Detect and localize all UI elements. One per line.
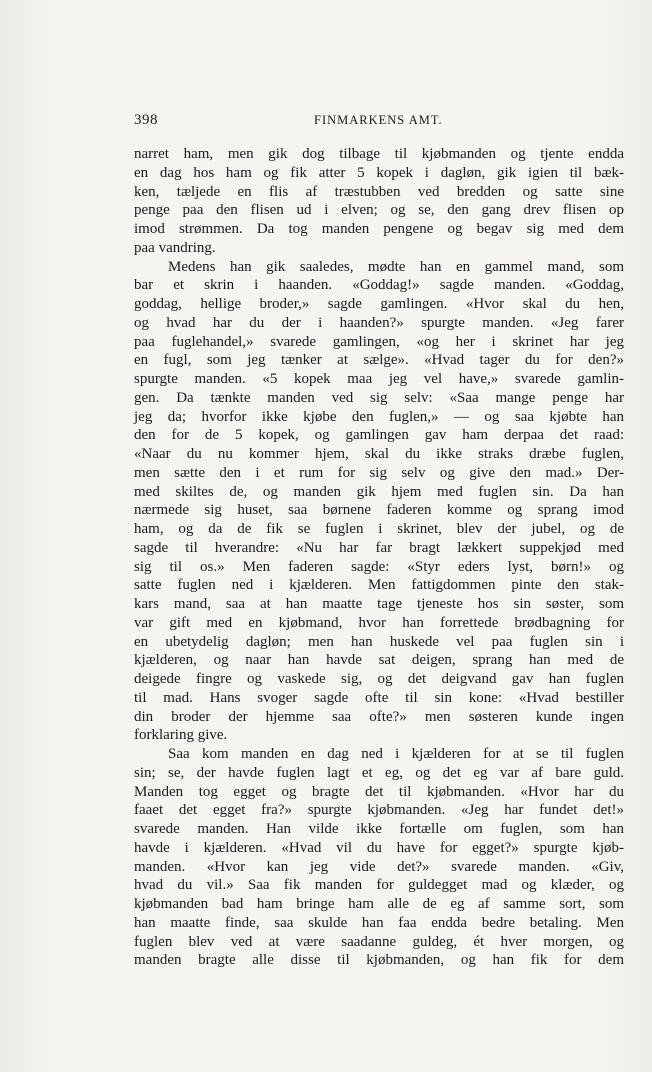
text-line: Saa kom manden en dag ned i kjælderen for at se til fuglen bbox=[168, 746, 624, 762]
text-line: sagde til hverandre: «Nu har far bragt lækkert suppekjød med bbox=[134, 539, 624, 556]
text-line: kjælderen, og naar han havde sat deigen, sprang han med de bbox=[134, 652, 624, 669]
text-line: paa vandring. bbox=[134, 239, 216, 256]
text-line: jeg da; hvorfor ikke kjøbe den fuglen,» — og saa kjøbte han bbox=[134, 408, 624, 425]
text-line: og hvad har du der i haanden?» spurgte manden. «Jeg farer bbox=[134, 314, 624, 331]
running-head: FINMARKENS AMT. bbox=[314, 113, 443, 127]
text-line: «Naar du nu kommer hjem, skal du ikke straks dræbe fuglen, bbox=[134, 446, 624, 462]
text-line: spurgte manden. «5 kopek maa jeg vel have,» svarede gamlin- bbox=[134, 371, 624, 387]
text-line: narret ham, men gik dog tilbage til kjøbmanden og tjente endda bbox=[134, 146, 624, 162]
text-line: var gift med en kjøbmand, hvor han forrettede brødbagning for bbox=[134, 614, 624, 631]
text-line: Medens han gik saaledes, mødte han en gammel mand, som bbox=[168, 258, 624, 275]
text-line: til mad. Hans svoger sagde ofte til sin kone: «Hvad bestiller bbox=[134, 689, 624, 706]
text-line: den for de 5 kopek, og gamlingen gav ham derpaa det raad: bbox=[134, 427, 624, 444]
text-line: goddag, hellige broder,» sagde gamlingen. «Hvor skal du hen, bbox=[134, 296, 624, 312]
text-line: en fugl, som jeg tænker at sælge». «Hvad tager du for den?» bbox=[134, 352, 624, 369]
text-line: en dag hos ham og fik atter 5 kopek i dagløn, gik igien til bæk- bbox=[134, 164, 624, 181]
text-line: fuglen blev ved at være saadanne guldeg, ét hver morgen, og bbox=[134, 933, 624, 950]
text-line: svarede manden. Han vilde ikke fortælle om fuglen, som han bbox=[134, 821, 624, 837]
page-header bbox=[134, 112, 624, 132]
text-line: Manden tog egget og bragte det til kjøbmanden. «Hvor har du bbox=[134, 783, 624, 800]
text-line: kjøbmanden bad ham bringe ham alle de eg af samme sort, som bbox=[134, 896, 624, 912]
text-line: satte fuglen ned i kjælderen. Men fattigdommen pinte den stak- bbox=[134, 577, 624, 594]
text-line: kars mand, saa at han maatte tage tjeneste hos sin søster, som bbox=[134, 596, 624, 612]
text-line: nærmede sig huset, saa børnene faderen komme og sprang imod bbox=[134, 502, 624, 519]
text-line: hvad du vil.» Saa fik manden for guldegget mad og klæder, og bbox=[134, 877, 624, 894]
text-line: din broder der hjemme saa ofte?» men søsteren kunde ingen bbox=[134, 708, 624, 725]
text-line: en ubetydelig dagløn; men han huskede vel paa fuglen sin i bbox=[134, 633, 624, 650]
text-line: manden. «Hvor kan jeg vide det?» svarede manden. «Giv, bbox=[134, 858, 624, 875]
text-line: han maatte finde, saa skulde han faa endda bedre betaling. Men bbox=[134, 914, 624, 931]
text-line: men sætte den i et rum for sig selv og give den mad.» Der- bbox=[134, 464, 624, 481]
text-line: imod strømmen. Da tog manden pengene og begav sig med dem bbox=[134, 221, 624, 237]
text-line: faaet det egget fra?» spurgte kjøbmanden. «Jeg har fundet det!» bbox=[134, 802, 624, 819]
text-line: forklaring give. bbox=[134, 727, 228, 744]
text-line: sin; se, der havde fuglen lagt et eg, og det eg var af bare guld. bbox=[134, 764, 624, 781]
text-line: havde i kjælderen. «Hvad vil du have for egget?» spurgte kjøb- bbox=[134, 839, 624, 856]
text-line: bar et skrin i haanden. «Goddag!» sagde manden. «Goddag, bbox=[134, 277, 624, 294]
text-line: deigede fingre og vaskede sig, og det deigvand gav han fuglen bbox=[134, 671, 624, 687]
body-text bbox=[134, 145, 624, 970]
text-line: penge paa den flisen ud i elven; og se, den gang drev flisen op bbox=[134, 202, 624, 219]
text-line: manden bragte alle disse til kjøbmanden, og han fik for dem bbox=[134, 952, 624, 969]
text-line: gen. Da tænkte manden ved sig selv: «Saa mange penge har bbox=[134, 389, 624, 406]
text-line: paa fuglehandel,» svarede gamlingen, «og her i skrinet har jeg bbox=[134, 333, 624, 350]
text-line: sig til os.» Men faderen sagde: «Styr eders lyst, børn!» og bbox=[134, 558, 624, 575]
text-line: med skiltes de, og manden gik hjem med fuglen sin. Da han bbox=[134, 483, 624, 500]
page-number: 398 bbox=[134, 112, 158, 128]
text-line: ham, og da de fik se fuglen i skrinet, blev der jubel, og de bbox=[134, 521, 624, 537]
text-line: ken, tæljede en flis af træstubben ved bredden og satte sine bbox=[134, 183, 624, 200]
